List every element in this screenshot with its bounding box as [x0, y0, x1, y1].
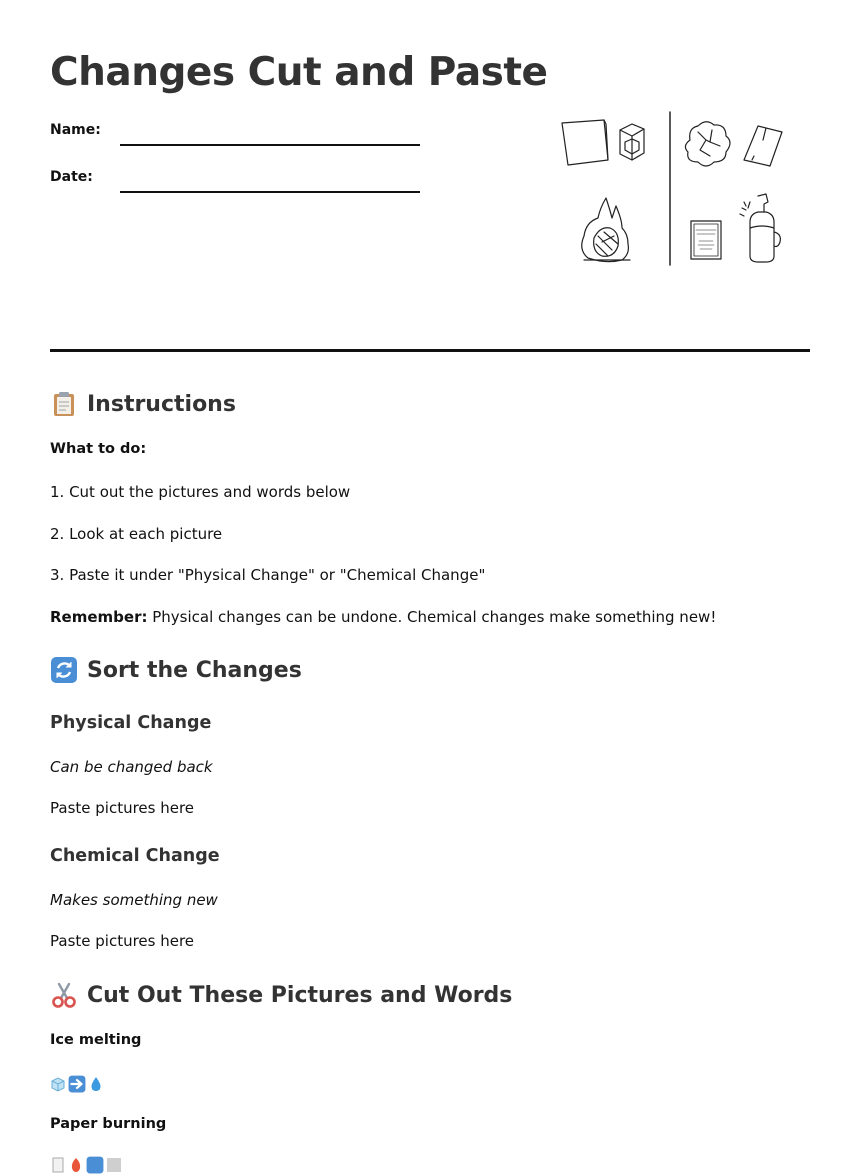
instructions-heading [50, 390, 236, 418]
burning-fire-icon [582, 198, 630, 262]
sort-heading [50, 656, 302, 684]
ice-cube-icon [620, 124, 644, 160]
what-to-do-label: What to do: [50, 441, 147, 457]
instruction-step-2: 2. Look at each picture [50, 525, 223, 543]
scissors-icon [50, 981, 78, 1009]
paper-icon [50, 1157, 66, 1173]
physical-paste-area: Paste pictures here [50, 799, 195, 817]
ash-icon [106, 1157, 122, 1173]
name-label: Name: [50, 122, 101, 138]
sort-heading-text: Sort the Changes [87, 657, 302, 683]
chemical-change-title: Chemical Change [50, 846, 220, 866]
ice-melting-icons [50, 1075, 104, 1093]
cutout-item-label: Ice melting [50, 1032, 142, 1048]
physical-change-subtitle: Can be changed back [50, 758, 213, 776]
cutout-item-label: Paper burning [50, 1116, 167, 1132]
page-title: Changes Cut and Paste [50, 50, 548, 95]
date-line [120, 191, 420, 193]
instruction-step-1: 1. Cut out the pictures and words below [50, 483, 351, 501]
instruction-step-3: 3. Paste it under "Physical Change" or "Chemical Change" [50, 566, 486, 584]
remember-note [50, 608, 716, 626]
paper-sheet-icon [562, 120, 608, 165]
cycle-arrows-icon [50, 656, 78, 684]
remember-label: Remember: [50, 608, 148, 626]
cutout-heading-text: Cut Out These Pictures and Words [87, 982, 513, 1008]
right-arrow-icon [86, 1156, 104, 1174]
instructions-heading-text: Instructions [87, 391, 236, 417]
name-field [50, 122, 101, 138]
chemical-paste-area: Paste pictures here [50, 932, 195, 950]
fizzing-bottle-icon [740, 194, 780, 262]
crumpled-paper-icon [685, 122, 730, 166]
chemical-metal-box-icon [691, 221, 721, 259]
changes-illustration [560, 110, 790, 268]
droplet-icon [88, 1076, 104, 1092]
cutout-heading [50, 981, 512, 1009]
section-divider [50, 349, 810, 352]
chemical-change-subtitle: Makes something new [50, 891, 218, 909]
fire-icon [68, 1157, 84, 1173]
paper-burning-icons [50, 1156, 122, 1174]
remember-text: Physical changes can be undone. Chemical changes make something new! [147, 608, 717, 626]
physical-change-title: Physical Change [50, 713, 212, 733]
clipboard-icon [50, 390, 78, 418]
ice-cube-icon [50, 1076, 66, 1092]
torn-paper-icon [744, 126, 782, 166]
right-arrow-icon [68, 1075, 86, 1093]
date-label: Date: [50, 169, 93, 185]
date-field [50, 169, 93, 185]
name-line [120, 144, 420, 146]
